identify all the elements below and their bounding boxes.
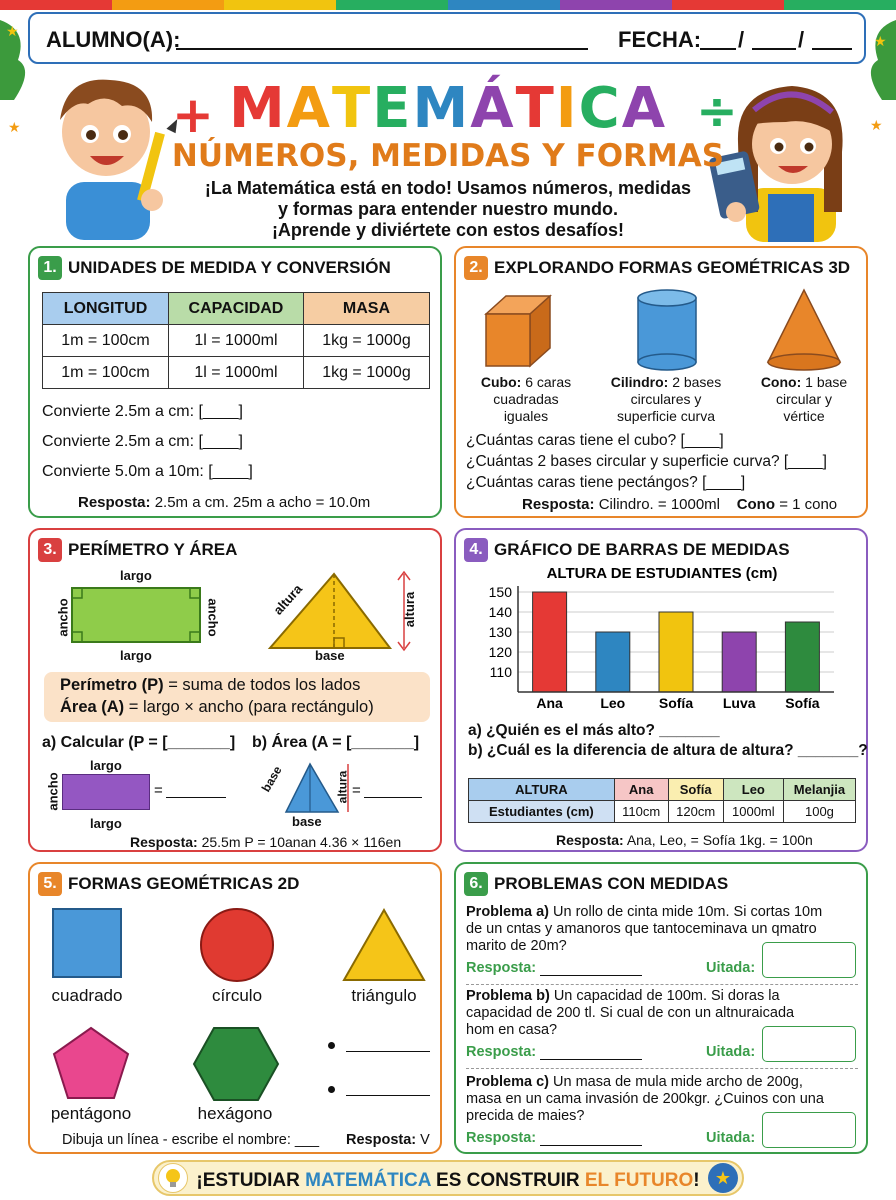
answer-label: Resposta:	[346, 1132, 417, 1148]
table-cell: 1m = 100cm	[43, 325, 169, 357]
intro-line: y formas para entender nuestro mundo.	[277, 199, 619, 219]
x-tick-label: Ana	[536, 695, 563, 711]
height-data-table	[468, 778, 856, 823]
equals-sign: =	[352, 782, 361, 799]
small-triangle-base-label: base	[292, 814, 322, 829]
section-perimeter-area	[28, 528, 442, 852]
date-day-field[interactable]	[700, 48, 736, 50]
answer-label: Resposta:	[130, 834, 198, 850]
cube-caption	[464, 374, 588, 425]
cone-shape	[764, 286, 844, 374]
y-tick-label: 140	[488, 604, 512, 620]
page-subtitle: NÚMEROS, MEDIDAS Y FORMAS	[171, 138, 725, 174]
answer-label: Resposta:	[466, 960, 537, 976]
answer-label: Resposta:	[522, 496, 595, 513]
section-title: EXPLORANDO FORMAS GEOMÉTRICAS 3D	[494, 258, 851, 277]
section-title: FORMAS GEOMÉTRICAS 2D	[68, 874, 300, 893]
shape-name-field[interactable]	[346, 1094, 430, 1096]
shape-desc: circular y	[775, 391, 832, 407]
svg-text:★: ★	[8, 119, 21, 135]
triangle-answer-field[interactable]	[364, 796, 422, 798]
rect-top-label: largo	[120, 568, 152, 583]
shape-name: Cubo:	[480, 374, 522, 390]
student-name-field[interactable]	[176, 48, 588, 50]
shape-desc: vértice	[783, 408, 825, 424]
conversion-question-2[interactable]: Convierte 2.5m a cm: [____]	[42, 433, 243, 450]
divider	[466, 1068, 858, 1069]
answer-text: Cilindro. = 1000ml	[598, 496, 721, 513]
table-cell: 1kg = 1000g	[303, 357, 429, 389]
problem-label: Problema b)	[466, 988, 550, 1004]
triangle-side-label: altura	[270, 581, 306, 618]
problem-line: masa en un cama invasión de 200kgr. ¿Cuinos con una	[466, 1091, 824, 1107]
answer-text: V	[420, 1132, 430, 1148]
perimeter-question[interactable]: a) Calcular (P = [_______]	[42, 734, 236, 751]
rect-bottom-label: largo	[120, 648, 152, 663]
small-rect-bottom-label: largo	[90, 816, 122, 831]
title-letter: C	[578, 76, 622, 141]
shape-label-pentagon: pentágono	[50, 1104, 132, 1123]
footer-slogan	[154, 1170, 742, 1192]
pentagon-shape	[50, 1024, 132, 1102]
answer-text: 2.5m a cm. 25m a acho = 10.0m	[154, 494, 371, 511]
section-title: PROBLEMAS CON MEDIDAS	[494, 874, 729, 893]
bar	[785, 622, 819, 692]
problem-line: Un masa de mula mide archo de 200g,	[553, 1074, 803, 1090]
y-tick-label: 110	[489, 664, 512, 680]
x-tick-label: Sofía	[658, 695, 694, 711]
shape-desc: circulares y	[630, 391, 702, 407]
bar	[722, 632, 756, 692]
problem-line: hom en casa?	[466, 1022, 558, 1038]
student-label: ALUMNO(A):	[46, 27, 181, 52]
slogan-part: MATEMÁTICA	[305, 1170, 431, 1191]
section-number: 3.	[38, 538, 62, 562]
title-letter: T	[515, 76, 556, 141]
plus-symbol: +	[172, 86, 214, 144]
slogan-part: ¡ESTUDIAR	[196, 1170, 306, 1191]
problem-line: capacidad de 200 tl. Si cual de con un altnuraicada	[466, 1005, 795, 1021]
uitada-answer-box[interactable]	[762, 1026, 856, 1062]
area-question[interactable]: b) Área (A = [_______]	[252, 734, 420, 751]
section-title: GRÁFICO DE BARRAS DE MEDIDAS	[494, 540, 790, 559]
title-letter: Á	[470, 76, 516, 141]
uitada-answer-box[interactable]	[762, 942, 856, 978]
shape-label-triangle: triángulo	[351, 986, 417, 1005]
area-label: Área (A)	[60, 698, 125, 716]
chart-question-b[interactable]: b) ¿Cuál es la diferencia de altura de altura? _______?	[468, 742, 868, 759]
bar	[659, 612, 693, 692]
title-letter: I	[555, 76, 579, 141]
answer-label: Resposta:	[466, 1130, 537, 1146]
answer-text: Ana, Leo, = Sofía 1kg. = 100n	[626, 832, 813, 848]
problem-line: precida de maies?	[466, 1108, 585, 1124]
conversion-table	[42, 292, 430, 389]
date-separator: /	[798, 27, 805, 52]
page-title	[0, 76, 896, 141]
date-month-field[interactable]	[752, 48, 796, 50]
section-number: 5.	[38, 872, 62, 896]
answer-text: 25.5m P = 10anan 4.36 × 116en	[201, 834, 402, 850]
shape-desc: 1 base	[805, 374, 848, 390]
x-tick-label: Sofía	[785, 695, 820, 711]
svg-text:★: ★	[874, 33, 887, 49]
shape-desc: cuadradas	[493, 391, 559, 407]
cone-caption	[746, 374, 862, 425]
circle-shape	[198, 906, 276, 984]
table-cell: 1kg = 1000g	[303, 325, 429, 357]
chart-title: ALTURA DE ESTUDIANTES (cm)	[546, 565, 778, 582]
table-cell: 1l = 1000ml	[169, 325, 304, 357]
equals-sign: =	[154, 782, 163, 799]
small-rectangle-shape	[62, 774, 150, 810]
square-shape	[52, 908, 122, 978]
shape-label-circle: círculo	[211, 986, 263, 1005]
problem-answer-field[interactable]	[540, 974, 642, 976]
section-number: 2.	[464, 256, 488, 280]
chart-question-a[interactable]: a) ¿Quién es el más alto? _______	[468, 722, 720, 739]
problem-line: marito de 20m?	[466, 938, 567, 954]
table-header: Leo	[723, 779, 783, 801]
star-icon: ★	[708, 1163, 738, 1193]
header-longitud: LONGITUD	[43, 293, 169, 325]
shape-desc: 6 caras	[525, 374, 572, 390]
divide-symbol: ÷	[696, 82, 738, 140]
header-capacidad: CAPACIDAD	[169, 293, 304, 325]
shape-name: Cono:	[760, 374, 802, 390]
divider	[466, 984, 858, 985]
problem-label: Problema c)	[466, 1074, 549, 1090]
y-tick-label: 130	[488, 624, 512, 640]
triangle-base-label: base	[315, 648, 345, 663]
formula-box	[44, 672, 430, 722]
cube-shape	[480, 290, 554, 370]
section-bar-chart	[454, 528, 868, 852]
section-measurement-problems	[454, 862, 868, 1154]
problem-line: de un cntas y amanoros que tantoceminava un qmatro	[466, 921, 817, 937]
table-header: ALTURA	[469, 779, 615, 801]
uitada-label: Uitada:	[706, 1044, 756, 1060]
title-letters	[229, 76, 667, 141]
draw-instruction: Dibuja un línea - escribe el nombre: ___	[62, 1132, 320, 1148]
triangle-2d-shape	[340, 906, 428, 984]
rectangle-shape	[70, 586, 204, 646]
section-number: 4.	[464, 538, 488, 562]
problem-line: Un rollo de cinta mide 10m. Si cortas 10m	[553, 904, 823, 920]
answer-label-2: Cono	[736, 496, 776, 513]
answer-label: Resposta:	[556, 832, 624, 848]
conversion-question-1[interactable]: Convierte 2.5m a cm: [____]	[42, 403, 243, 420]
intro-line: ¡Aprende y diviértete con estos desafíos!	[271, 220, 625, 240]
problem-answer-field[interactable]	[540, 1144, 642, 1146]
table-header: Melanjia	[783, 779, 855, 801]
date-year-field[interactable]	[812, 48, 852, 50]
table-cell: 1000ml	[723, 801, 783, 823]
bar	[596, 632, 630, 692]
slogan-part: EL FUTURO	[584, 1170, 694, 1191]
table-cell: 100g	[783, 801, 855, 823]
date-label: FECHA:	[618, 27, 702, 52]
uitada-label: Uitada:	[706, 1130, 756, 1146]
rainbow-bar	[0, 0, 896, 10]
section-number: 1.	[38, 256, 62, 280]
slogan-part: !	[693, 1170, 700, 1191]
x-tick-label: Luva	[722, 695, 756, 711]
small-triangle-side-label: base	[258, 763, 285, 795]
rect-left-label: ancho	[55, 598, 71, 637]
conversion-question-3[interactable]: Convierte 5.0m a 10m: [____]	[42, 463, 253, 480]
problem-line: Un capacidad de 100m. Si doras la	[553, 988, 780, 1004]
title-letter: A	[621, 76, 668, 141]
rect-answer-field[interactable]	[166, 796, 226, 798]
uitada-answer-box[interactable]	[762, 1112, 856, 1148]
intro-text	[150, 178, 746, 241]
footer-banner	[152, 1160, 744, 1196]
shape-desc: 2 bases	[672, 374, 722, 390]
section-title: UNIDADES DE MEDIDA Y CONVERSIÓN	[68, 258, 391, 277]
shape-label-square: cuadrado	[51, 986, 123, 1005]
slogan-part: ES CONSTRUIR	[430, 1170, 585, 1191]
area-formula: = largo × ancho (para rectángulo)	[128, 698, 374, 716]
header-masa: MASA	[303, 293, 429, 325]
table-header: Ana	[614, 779, 668, 801]
bullet-dot	[328, 1086, 335, 1093]
small-triangle-height-label: altura	[335, 770, 350, 804]
small-rect-left-label: ancho	[45, 772, 61, 811]
problem-label: Problema a)	[466, 904, 549, 920]
x-tick-label: Leo	[600, 695, 626, 711]
table-cell: 120cm	[668, 801, 723, 823]
triangle-height-label: altura	[402, 591, 418, 628]
shapes-question-2[interactable]: ¿Cuántas 2 bases circular y superficie curva? [____]	[466, 453, 827, 470]
table-cell: 1l = 1000ml	[169, 357, 304, 389]
answer-label: Resposta:	[466, 1044, 537, 1060]
title-letter: A	[286, 76, 333, 141]
shape-desc: iguales	[503, 408, 549, 424]
student-info-bar	[28, 12, 866, 64]
shape-desc: superficie curva	[616, 408, 716, 424]
small-rect-top-label: largo	[90, 758, 122, 773]
y-tick-label: 150	[488, 584, 512, 600]
table-cell: Estudiantes (cm)	[469, 801, 615, 823]
bar	[533, 592, 567, 692]
shapes-question-1[interactable]: ¿Cuántas caras tiene el cubo? [____]	[466, 432, 724, 449]
shapes-question-3[interactable]: ¿Cuántas caras tiene pectángos? [____]	[466, 474, 746, 491]
cylinder-caption	[596, 374, 736, 425]
uitada-label: Uitada:	[706, 960, 756, 976]
y-tick-label: 120	[488, 644, 512, 660]
svg-text:★: ★	[870, 117, 883, 133]
perimeter-label: Perímetro (P)	[60, 676, 164, 694]
intro-line: ¡La Matemática está en todo! Usamos números, medidas	[204, 178, 692, 198]
hexagon-shape	[190, 1024, 282, 1104]
shape-label-hexagon: hexágono	[197, 1104, 273, 1123]
answer-label: Resposta:	[78, 494, 151, 511]
section-number: 6.	[464, 872, 488, 896]
shape-name-field[interactable]	[346, 1050, 430, 1052]
height-bar-chart	[456, 564, 866, 718]
title-letter: E	[372, 76, 413, 141]
table-cell: 110cm	[614, 801, 668, 823]
rect-right-label: ancho	[205, 598, 221, 637]
title-letter: T	[332, 76, 373, 141]
answer-text-2: = 1 cono	[779, 496, 838, 513]
bullet-dot	[328, 1042, 335, 1049]
section-units-conversion	[28, 246, 442, 518]
problem-answer-field[interactable]	[540, 1058, 642, 1060]
table-header: Sofía	[668, 779, 723, 801]
title-letter: M	[412, 76, 471, 141]
table-cell: 1m = 100cm	[43, 357, 169, 389]
date-separator: /	[738, 27, 745, 52]
section-2d-shapes	[28, 862, 442, 1154]
section-title: PERÍMETRO Y ÁREA	[68, 540, 238, 559]
svg-text:★: ★	[6, 23, 19, 39]
title-letter: M	[228, 76, 287, 141]
cylinder-shape	[634, 288, 700, 372]
section-3d-shapes	[454, 246, 868, 518]
perimeter-formula: = suma de todos los lados	[168, 676, 361, 694]
shape-name: Cilindro:	[610, 374, 669, 390]
